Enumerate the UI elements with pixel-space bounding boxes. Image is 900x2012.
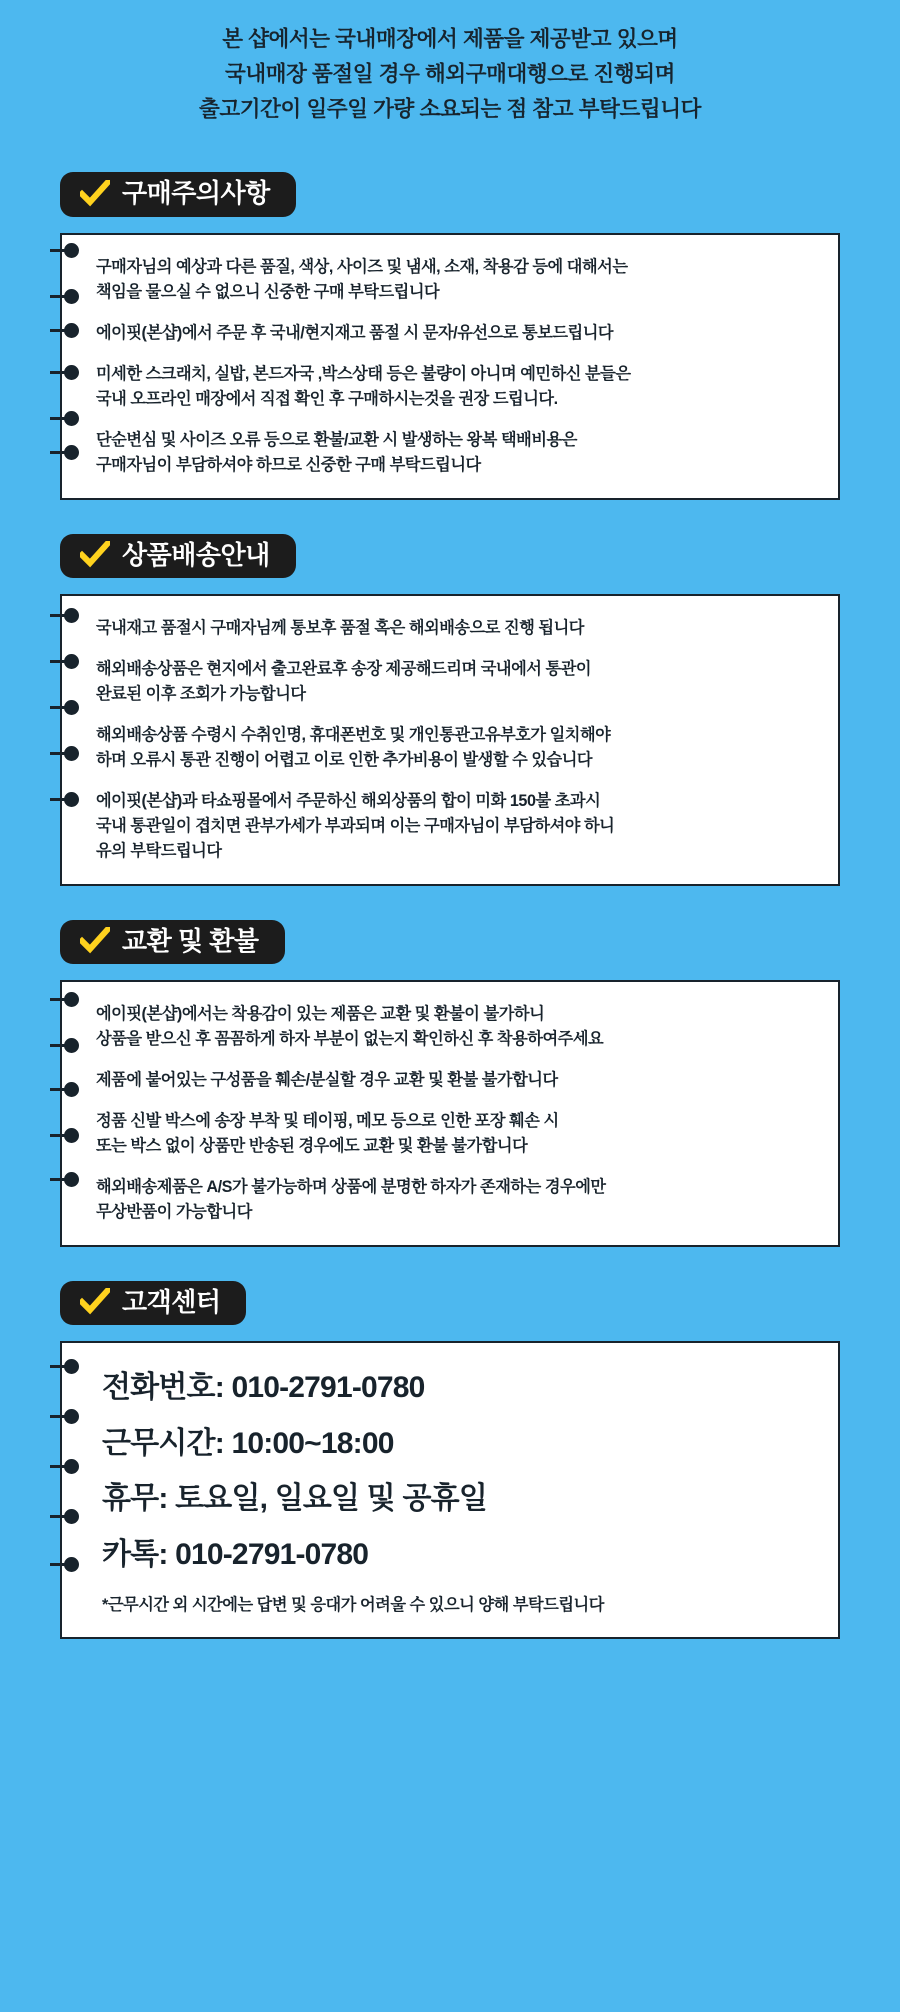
customer-center-holiday: 휴무: 토요일, 일요일 및 공휴일: [102, 1482, 488, 1516]
list-item: [96, 723, 812, 773]
list-item-line: 또는 박스 없이 상품만 반송된 경우에도 교환 및 환불 불가합니다: [96, 1137, 528, 1156]
section-panel: [60, 1341, 840, 1639]
pin-marker: [50, 1509, 84, 1524]
section-heading: [60, 1281, 246, 1326]
customer-center-kakao: 카톡: 010-2791-0780: [102, 1537, 369, 1571]
list-item-line: 국내 통관일이 겹치면 관부가세가 부과되며 이는 구매자님이 부담하셔야 하니: [96, 816, 615, 835]
list-item: [96, 1175, 812, 1225]
list-item: [96, 362, 812, 412]
list-item-line: 해외배송상품 수령시 수취인명, 휴대폰번호 및 개인통관고유부호가 일치해야: [96, 726, 611, 745]
check-icon: [80, 1288, 110, 1316]
pin-marker: [50, 792, 84, 807]
list-item-line: 해외배송제품은 A/S가 불가능하며 상품에 분명한 하자가 존재하는 경우에만: [96, 1178, 606, 1197]
customer-center-phone: 전화번호: 010-2791-0780: [102, 1371, 425, 1405]
pin-marker: [50, 746, 84, 761]
check-icon: [80, 927, 110, 955]
pin-marker: [50, 1082, 84, 1097]
list-item-line: 구매자님이 부담하셔야 하므로 신중한 구매 부탁드립니다: [96, 455, 481, 474]
check-icon: [80, 180, 110, 208]
pin-marker: [50, 411, 84, 426]
pin-marker: [50, 323, 84, 338]
section-title: 교환 및 환불: [122, 925, 259, 956]
section-purchase-notice: [0, 172, 900, 499]
intro-line-1: 본 샵에서는 국내매장에서 제품을 제공받고 있으며: [222, 27, 678, 51]
section-panel: [60, 980, 840, 1247]
section-title: 고객센터: [122, 1286, 221, 1317]
pin-marker: [50, 1557, 84, 1572]
list-item-line: 정품 신발 박스에 송장 부착 및 테이핑, 메모 등으로 인한 포장 훼손 시: [96, 1112, 559, 1131]
list-item-line: 미세한 스크래치, 실밥, 본드자국 ,박스상태 등은 불량이 아니며 예민하신 분들은: [96, 364, 631, 383]
pin-marker: [50, 608, 84, 623]
pin-marker: [50, 700, 84, 715]
section-title: 상품배송안내: [122, 539, 270, 570]
list-item-line: 에이핏(본샵)에서 주문 후 국내/현지재고 품절 시 문자/유선으로 통보드립니다: [96, 323, 614, 342]
list-item: [96, 789, 812, 864]
list-item: [96, 321, 812, 346]
intro-line-2: 국내매장 품절일 경우 해외구매대행으로 진행되며: [224, 61, 676, 86]
list-item-line: 유의 부탁드립니다: [96, 841, 222, 860]
list-item-line: 국내재고 품절시 구매자님께 통보후 품절 혹은 해외배송으로 진행 됩니다: [96, 619, 584, 638]
list-item: [96, 428, 812, 478]
section-panel-wrap: [60, 980, 840, 1247]
list-item-line: 무상반품이 가능합니다: [96, 1202, 252, 1221]
pin-marker: [50, 243, 84, 258]
section-heading-wrap: [0, 534, 900, 579]
check-icon: [80, 541, 110, 569]
section-heading: [60, 534, 296, 579]
customer-center-note: *근무시간 외 시간에는 답변 및 응대가 어려울 수 있으니 양해 부탁드립니다: [102, 1596, 604, 1615]
list-item-line: 해외배송상품은 현지에서 출고완료후 송장 제공해드리며 국내에서 통관이: [96, 660, 592, 679]
list-item: [96, 1002, 812, 1052]
section-shipping-info: [0, 534, 900, 886]
section-title: 구매주의사항: [122, 178, 270, 209]
section-exchange-refund: [0, 920, 900, 1247]
pin-marker: [50, 1359, 84, 1374]
section-heading-wrap: [0, 920, 900, 965]
section-heading-wrap: [0, 172, 900, 217]
list-item-line: 완료된 이후 조회가 가능합니다: [96, 685, 306, 704]
section-heading: [60, 920, 285, 965]
pin-marker: [50, 654, 84, 669]
list-item-line: 에이핏(본샵)에서는 착용감이 있는 제품은 교환 및 환불이 불가하니: [96, 1005, 545, 1024]
section-customer-center: [0, 1281, 900, 1640]
pin-marker: [50, 445, 84, 460]
pin-marker: [50, 1128, 84, 1143]
pin-marker: [50, 992, 84, 1007]
list-item: [96, 1109, 812, 1159]
list-item: [96, 657, 812, 707]
section-panel-wrap: [60, 594, 840, 886]
section-heading-wrap: [0, 1281, 900, 1326]
section-panel-wrap: [60, 1341, 840, 1639]
pin-marker: [50, 1038, 84, 1053]
intro-text: [0, 0, 900, 136]
pin-marker: [50, 365, 84, 380]
list-item: [96, 255, 812, 305]
section-panel-wrap: [60, 233, 840, 500]
list-item-line: 상품을 받으신 후 꼼꼼하게 하자 부분이 없는지 확인하신 후 착용하여주세요: [96, 1030, 604, 1049]
pin-marker: [50, 1459, 84, 1474]
section-heading: [60, 172, 296, 217]
list-item: [96, 616, 812, 641]
list-item-line: 구매자님의 예상과 다른 품질, 색상, 사이즈 및 냄새, 소재, 착용감 등에 대해서는: [96, 258, 628, 277]
section-panel: [60, 233, 840, 500]
pin-marker: [50, 289, 84, 304]
intro-line-3: 출고기간이 일주일 가량 소요되는 점 참고 부탁드립니다: [199, 96, 701, 121]
section-panel: [60, 594, 840, 886]
pin-marker: [50, 1172, 84, 1187]
list-item-line: 국내 오프라인 매장에서 직접 확인 후 구매하시는것을 권장 드립니다.: [96, 389, 558, 408]
list-item: [96, 1068, 812, 1093]
list-item-line: 책임을 물으실 수 없으니 신중한 구매 부탁드립니다: [96, 283, 440, 302]
pin-marker: [50, 1409, 84, 1424]
list-item-line: 에이핏(본샵)과 타쇼핑몰에서 주문하신 해외상품의 합이 미화 150불 초과시: [96, 791, 601, 810]
list-item-line: 단순변심 및 사이즈 오류 등으로 환불/교환 시 발생하는 왕복 택배비용은: [96, 430, 577, 449]
list-item-line: 하며 오류시 통관 진행이 어렵고 이로 인한 추가비용이 발생할 수 있습니다: [96, 750, 593, 769]
list-item-line: 제품에 붙어있는 구성품을 훼손/분실할 경우 교환 및 환불 불가합니다: [96, 1071, 558, 1090]
customer-center-hours: 근무시간: 10:00~18:00: [102, 1426, 394, 1460]
